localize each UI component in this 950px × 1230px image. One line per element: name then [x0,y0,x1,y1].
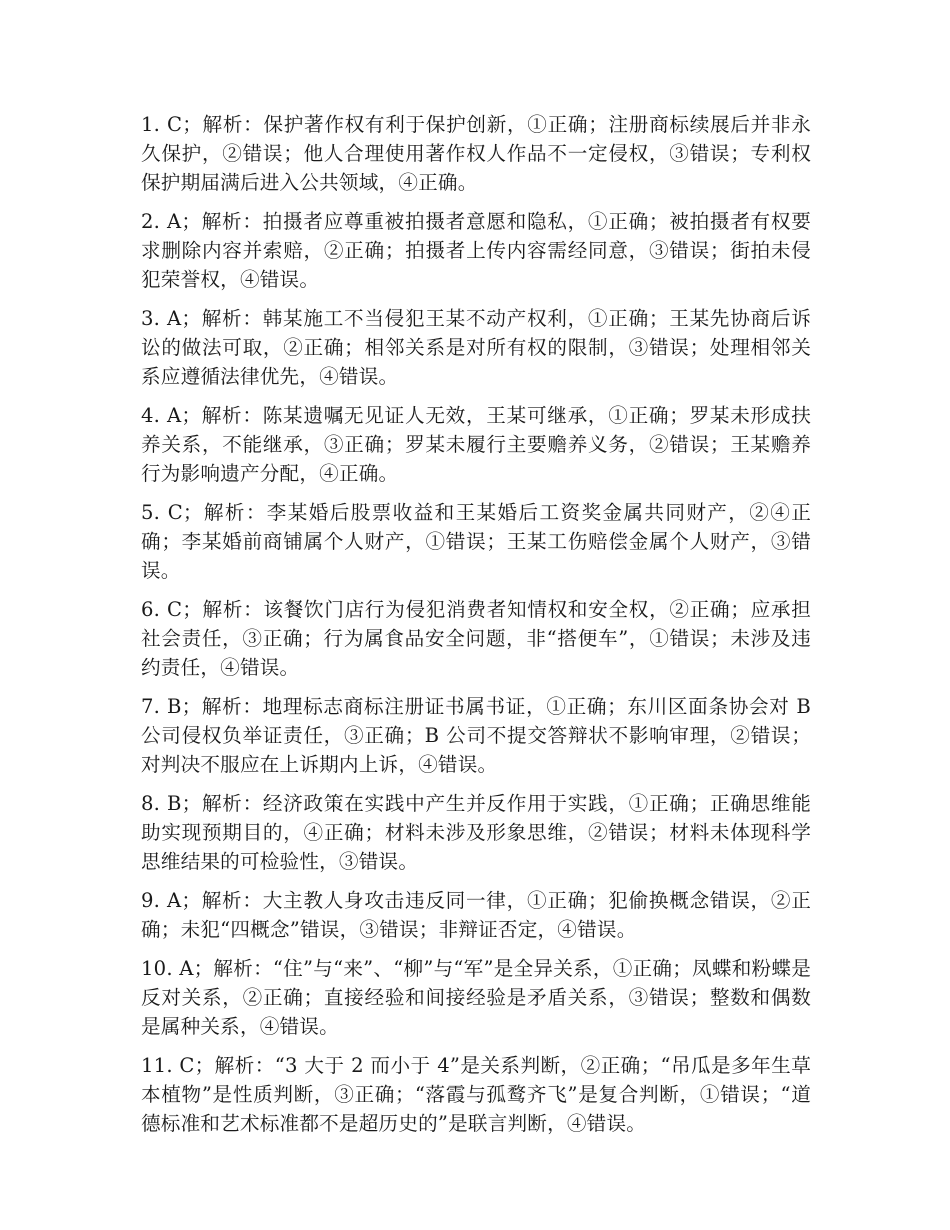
answer-item-3: 3. A；解析：韩某施工不当侵犯王某不动产权利，①正确；王某先协商后诉讼的做法可取，②正确；相邻关系是对所有权的限制，③错误；处理相邻关系应遵循法律优先，④错误。 [141,307,811,388]
answer-item-8: 8. B；解析：经济政策在实践中产生并反作用于实践，①正确；正确思维能助实现预期目的，④正确；材料未涉及形象思维，②错误；材料未体现科学思维结果的可检验性，③错误。 [141,792,811,873]
answer-item-11: 11. C；解析：“3 大于 2 而小于 4”是关系判断，②正确；“吊瓜是多年生草本植物”是性质判断，③正确；“落霞与孤鹜齐飞”是复合判断，①错误；“道德标准和艺术标准都不是超历史的”是联言判断，④错误。 [141,1054,811,1135]
answer-document [141,110,811,1148]
answer-item-5: 5. C；解析：李某婚后股票收益和王某婚后工资奖金属共同财产，②④正确；李某婚前商铺属个人财产，①错误；王某工伤赔偿金属个人财产，③错误。 [141,501,811,582]
answer-item-9: 9. A；解析：大主教人身攻击违反同一律，①正确；犯偷换概念错误，②正确；未犯“四概念”错误，③错误；非辩证否定，④错误。 [141,889,811,941]
answer-item-1: 1. C；解析：保护著作权有利于保护创新，①正确；注册商标续展后并非永久保护，②错误；他人合理使用著作权人作品不一定侵权，③错误；专利权保护期届满后进入公共领域，④正确。 [141,113,811,194]
answer-item-2: 2. A；解析：拍摄者应尊重被拍摄者意愿和隐私，①正确；被拍摄者有权要求删除内容并索赔，②正确；拍摄者上传内容需经同意，③错误；街拍未侵犯荣誉权，④错误。 [141,210,811,291]
answer-item-7: 7. B；解析：地理标志商标注册证书属书证，①正确；东川区面条协会对 B 公司侵权负举证责任，③正确；B 公司不提交答辩状不影响审理，②错误；对判决不服应在上诉期内上诉，④错误。 [141,695,811,776]
answer-item-6: 6. C；解析：该餐饮门店行为侵犯消费者知情权和安全权，②正确；应承担社会责任，③正确；行为属食品安全问题，非“搭便车”，①错误；未涉及违约责任，④错误。 [141,598,811,679]
answer-item-4: 4. A；解析：陈某遗嘱无见证人无效，王某可继承，①正确；罗某未形成扶养关系，不能继承，③正确；罗某未履行主要赡养义务，②错误；王某赡养行为影响遗产分配，④正确。 [141,404,811,485]
answer-item-10: 10. A；解析：“住”与“来”、“柳”与“军”是全异关系，①正确；凤蝶和粉蝶是反对关系，②正确；直接经验和间接经验是矛盾关系，③错误；整数和偶数是属种关系，④错误。 [141,957,811,1038]
